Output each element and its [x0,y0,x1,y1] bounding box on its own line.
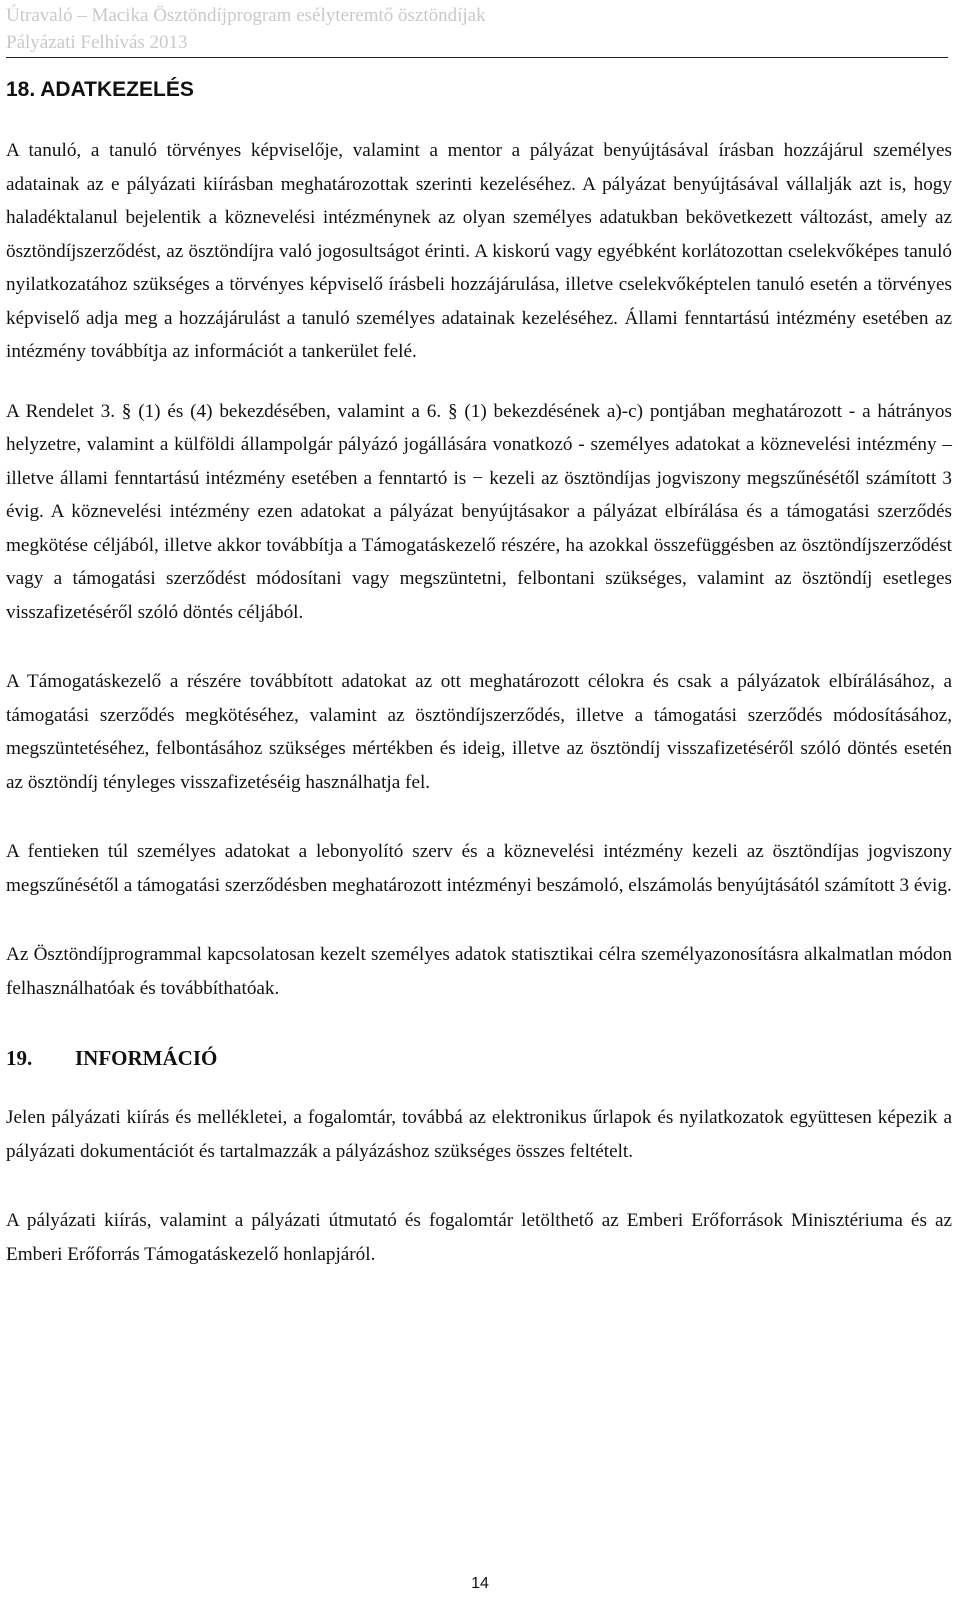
section-18-heading: 18. ADATKEZELÉS [6,78,194,101]
document-body [6,78,952,1271]
running-header [6,2,486,56]
section-18-paragraph-1: A tanuló, a tanuló törvényes képviselője, valamint a mentor a pályázat benyújtásával írásban hozzájárul személyes adatainak az e pályázati kiírásban meghatározottak szerinti kezeléséhez. A pályázat benyújtásával vállalják azt is, hogy haladéktalanul bejelentik a köznevelési intézménynek az olyan személyes adatukban bekövetkezett változást, amely az ösztöndíjszerződést, az ösztöndíjra való jogosultságot érinti. A kiskorú vagy egyébként korlátozottan cselekvőképes tanuló nyilatkozatához szükséges a törvényes képviselő írásbeli hozzájárulása, illetve cselekvőképtelen tanuló esetén a törvényes képviselő adja meg a hozzájárulást a tanuló személyes adatainak kezeléséhez. Állami fenntartású intézmény esetében az intézmény továbbítja az információt a tankerület felé. [6,140,952,362]
section-18-paragraph-2: A Rendelet 3. § (1) és (4) bekezdésében, valamint a 6. § (1) bekezdésének a)-c) pontjában meghatározott - a hátrányos helyzetre, valamint a külföldi állampolgár pályázó jogállására vonatkozó - személyes adatokat a köznevelési intézmény – illetve állami fenntartású intézmény esetében a fenntartó is − kezeli az ösztöndíjas jogviszony megszűnésétől számított 3 évig. A köznevelési intézmény ezen adatokat a pályázat benyújtásakor a pályázat elbírálása és a támogatási szerződés megkötése céljából, illetve akkor továbbítja a Támogatáskezelő részére, ha azokkal összefüggésben az ösztöndíjszerződést vagy a támogatási szerződést módosítani vagy megszüntetni, felbontani szükséges, valamint az ösztöndíj esetleges visszafizetéséről szóló döntés céljából. [6,400,952,623]
header-subtitle: Pályázati Felhívás 2013 [6,32,188,53]
page-number: 14 [471,1575,489,1592]
header-title: Útravaló – Macika Ösztöndíjprogram esélyteremtő ösztöndíjak [6,5,486,26]
section-18-paragraph-5: Az Ösztöndíjprogrammal kapcsolatosan kezelt személyes adatok statisztikai célra személyazonosításra alkalmatlan módon felhasználhatóak és továbbíthatóak. [6,944,952,999]
section-18-paragraph-4: A fentieken túl személyes adatokat a lebonyolító szerv és a köznevelési intézmény kezeli az ösztöndíjas jogviszony megszűnésétől a támogatási szerződésben meghatározott intézményi beszámoló, elszámolás benyújtásától számított 3 évig. [6,841,952,896]
section-19-heading [6,1041,952,1075]
header-divider [6,57,948,58]
section-19-paragraph-1: Jelen pályázati kiírás és mellékletei, a fogalomtár, továbbá az elektronikus űrlapok és nyilatkozatok együttesen képezik a pályázati dokumentációt és tartalmazzák a pályázáshoz szükséges összes feltételt. [6,1107,952,1162]
section-19-number: 19. [6,1046,33,1070]
section-19-title: INFORMÁCIÓ [75,1046,218,1070]
section-19-paragraph-2: A pályázati kiírás, valamint a pályázati útmutató és fogalomtár letölthető az Emberi Erőforrások Minisztériuma és az Emberi Erőforrás Támogatáskezelő honlapjáról. [6,1210,952,1265]
section-18-paragraph-3: A Támogatáskezelő a részére továbbított adatokat az ott meghatározott célokra és csak a pályázatok elbírálásához, a támogatási szerződés megkötéséhez, valamint az ösztöndíjszerződés, illetve a támogatási szerződés módosításához, megszüntetéséhez, felbontásához szükséges mértékben és ideig, illetve az ösztöndíj visszafizetéséről szóló döntés esetén az ösztöndíj tényleges visszafizetéséig használhatja fel. [6,671,952,793]
